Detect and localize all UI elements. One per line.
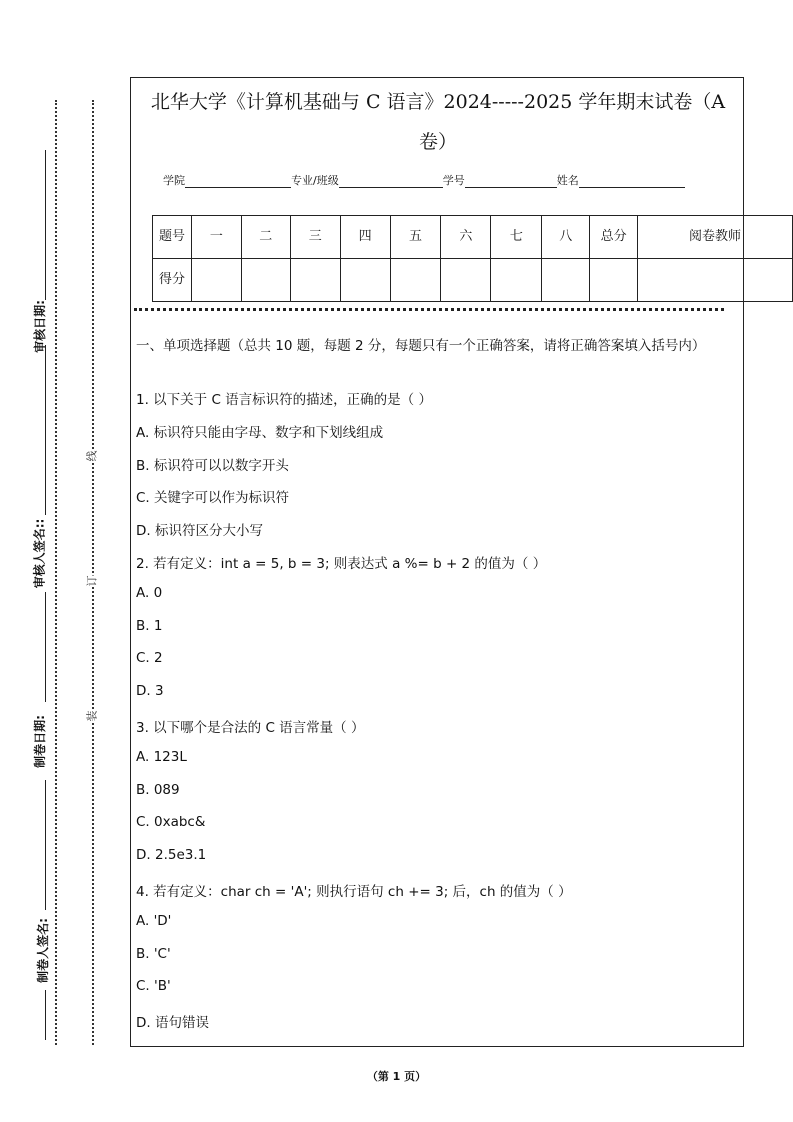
binding-mark: 线 — [85, 450, 99, 462]
answer-option: B. 标识符可以以数字开头 — [136, 457, 289, 474]
binding-mark: 装 — [85, 710, 99, 722]
column-header: 八 — [542, 216, 590, 259]
column-header: 四 — [340, 216, 390, 259]
score-cell[interactable] — [241, 259, 290, 302]
sign-line — [45, 345, 46, 515]
column-header: 一 — [191, 216, 241, 259]
exam-title — [132, 82, 744, 162]
page-number: （第 1 页） — [366, 1070, 427, 1083]
column-header: 三 — [290, 216, 340, 259]
column-header: 六 — [441, 216, 491, 259]
major-field[interactable] — [339, 173, 443, 188]
prepare-date-label: 制卷日期: — [32, 715, 47, 768]
score-label: 得分 — [153, 259, 192, 302]
binding-dotted-line — [92, 100, 94, 1045]
answer-option: D. 2.5e3.1 — [136, 847, 207, 864]
score-cell[interactable] — [340, 259, 390, 302]
answer-option: C. 2 — [136, 650, 163, 667]
score-cell[interactable] — [638, 259, 793, 302]
score-table — [152, 215, 793, 302]
score-cell[interactable] — [491, 259, 542, 302]
score-cell[interactable] — [191, 259, 241, 302]
score-cell[interactable] — [390, 259, 441, 302]
question: 3. 以下哪个是合法的 C 语言常量（ ） — [136, 720, 365, 736]
answer-option: C. 'B' — [136, 978, 171, 995]
name-field[interactable] — [579, 173, 685, 188]
answer-option: C. 关键字可以作为标识符 — [136, 490, 290, 507]
answer-option: A. 标识符只能由字母、数字和下划线组成 — [136, 424, 384, 441]
question: 4. 若有定义：char ch = 'A'; 则执行语句 ch += 3; 后，ch 的值为（ ） — [136, 884, 572, 900]
student-id-label: 学号 — [442, 174, 465, 187]
sign-line — [45, 150, 46, 300]
answer-option: D. 3 — [136, 683, 164, 700]
answer-option: A. 123L — [136, 748, 187, 765]
section-heading: 一、单项选择题（总共 10 题，每题 2 分，每题只有一个正确答案，请将正确答案填入括号内） — [136, 338, 706, 354]
answer-option: D. 语句错误 — [136, 1015, 209, 1032]
sign-line — [45, 990, 46, 1040]
dotted-line — [55, 100, 57, 1045]
score-cell[interactable] — [441, 259, 491, 302]
separator — [134, 308, 724, 311]
answer-option: A. 0 — [136, 584, 163, 601]
college-field[interactable] — [185, 173, 291, 188]
answer-option: D. 标识符区分大小写 — [136, 523, 263, 540]
question: 2. 若有定义：int a = 5, b = 3; 则表达式 a %= b + 2 的值为（ ） — [136, 556, 547, 572]
title-line-1: 北华大学《计算机基础与 C 语言》2024-----2025 学年期末试卷（A — [150, 91, 726, 113]
question: 1. 以下关于 C 语言标识符的描述，正确的是（ ） — [136, 392, 432, 408]
column-header: 五 — [390, 216, 441, 259]
answer-option: C. 0xabc& — [136, 814, 206, 831]
student-id-field[interactable] — [465, 173, 557, 188]
student-info — [163, 172, 685, 188]
sign-line — [45, 780, 46, 910]
answer-option: B. 089 — [136, 781, 180, 798]
answer-option: B. 'C' — [136, 945, 171, 962]
answer-option: A. 'D' — [136, 912, 172, 929]
column-header: 七 — [491, 216, 542, 259]
column-header: 二 — [241, 216, 290, 259]
answer-option: B. 1 — [136, 617, 163, 634]
preparer-signature-label: 制卷人签名: — [35, 918, 50, 983]
sign-line — [45, 592, 46, 702]
score-cell[interactable] — [590, 259, 638, 302]
header-label: 题号 — [153, 216, 192, 259]
score-cell[interactable] — [542, 259, 590, 302]
reviewer-signature-label: 审核人签名:: — [32, 518, 47, 589]
college-label: 学院 — [163, 174, 185, 187]
name-label: 姓名 — [556, 174, 579, 187]
review-date-label: 审核日期: — [32, 300, 47, 353]
major-label: 专业/班级 — [291, 174, 339, 187]
column-header: 阅卷教师 — [638, 216, 793, 259]
title-line-2: 卷） — [418, 131, 457, 153]
column-header: 总分 — [590, 216, 638, 259]
binding-mark: 订 — [85, 575, 99, 587]
score-cell[interactable] — [290, 259, 340, 302]
